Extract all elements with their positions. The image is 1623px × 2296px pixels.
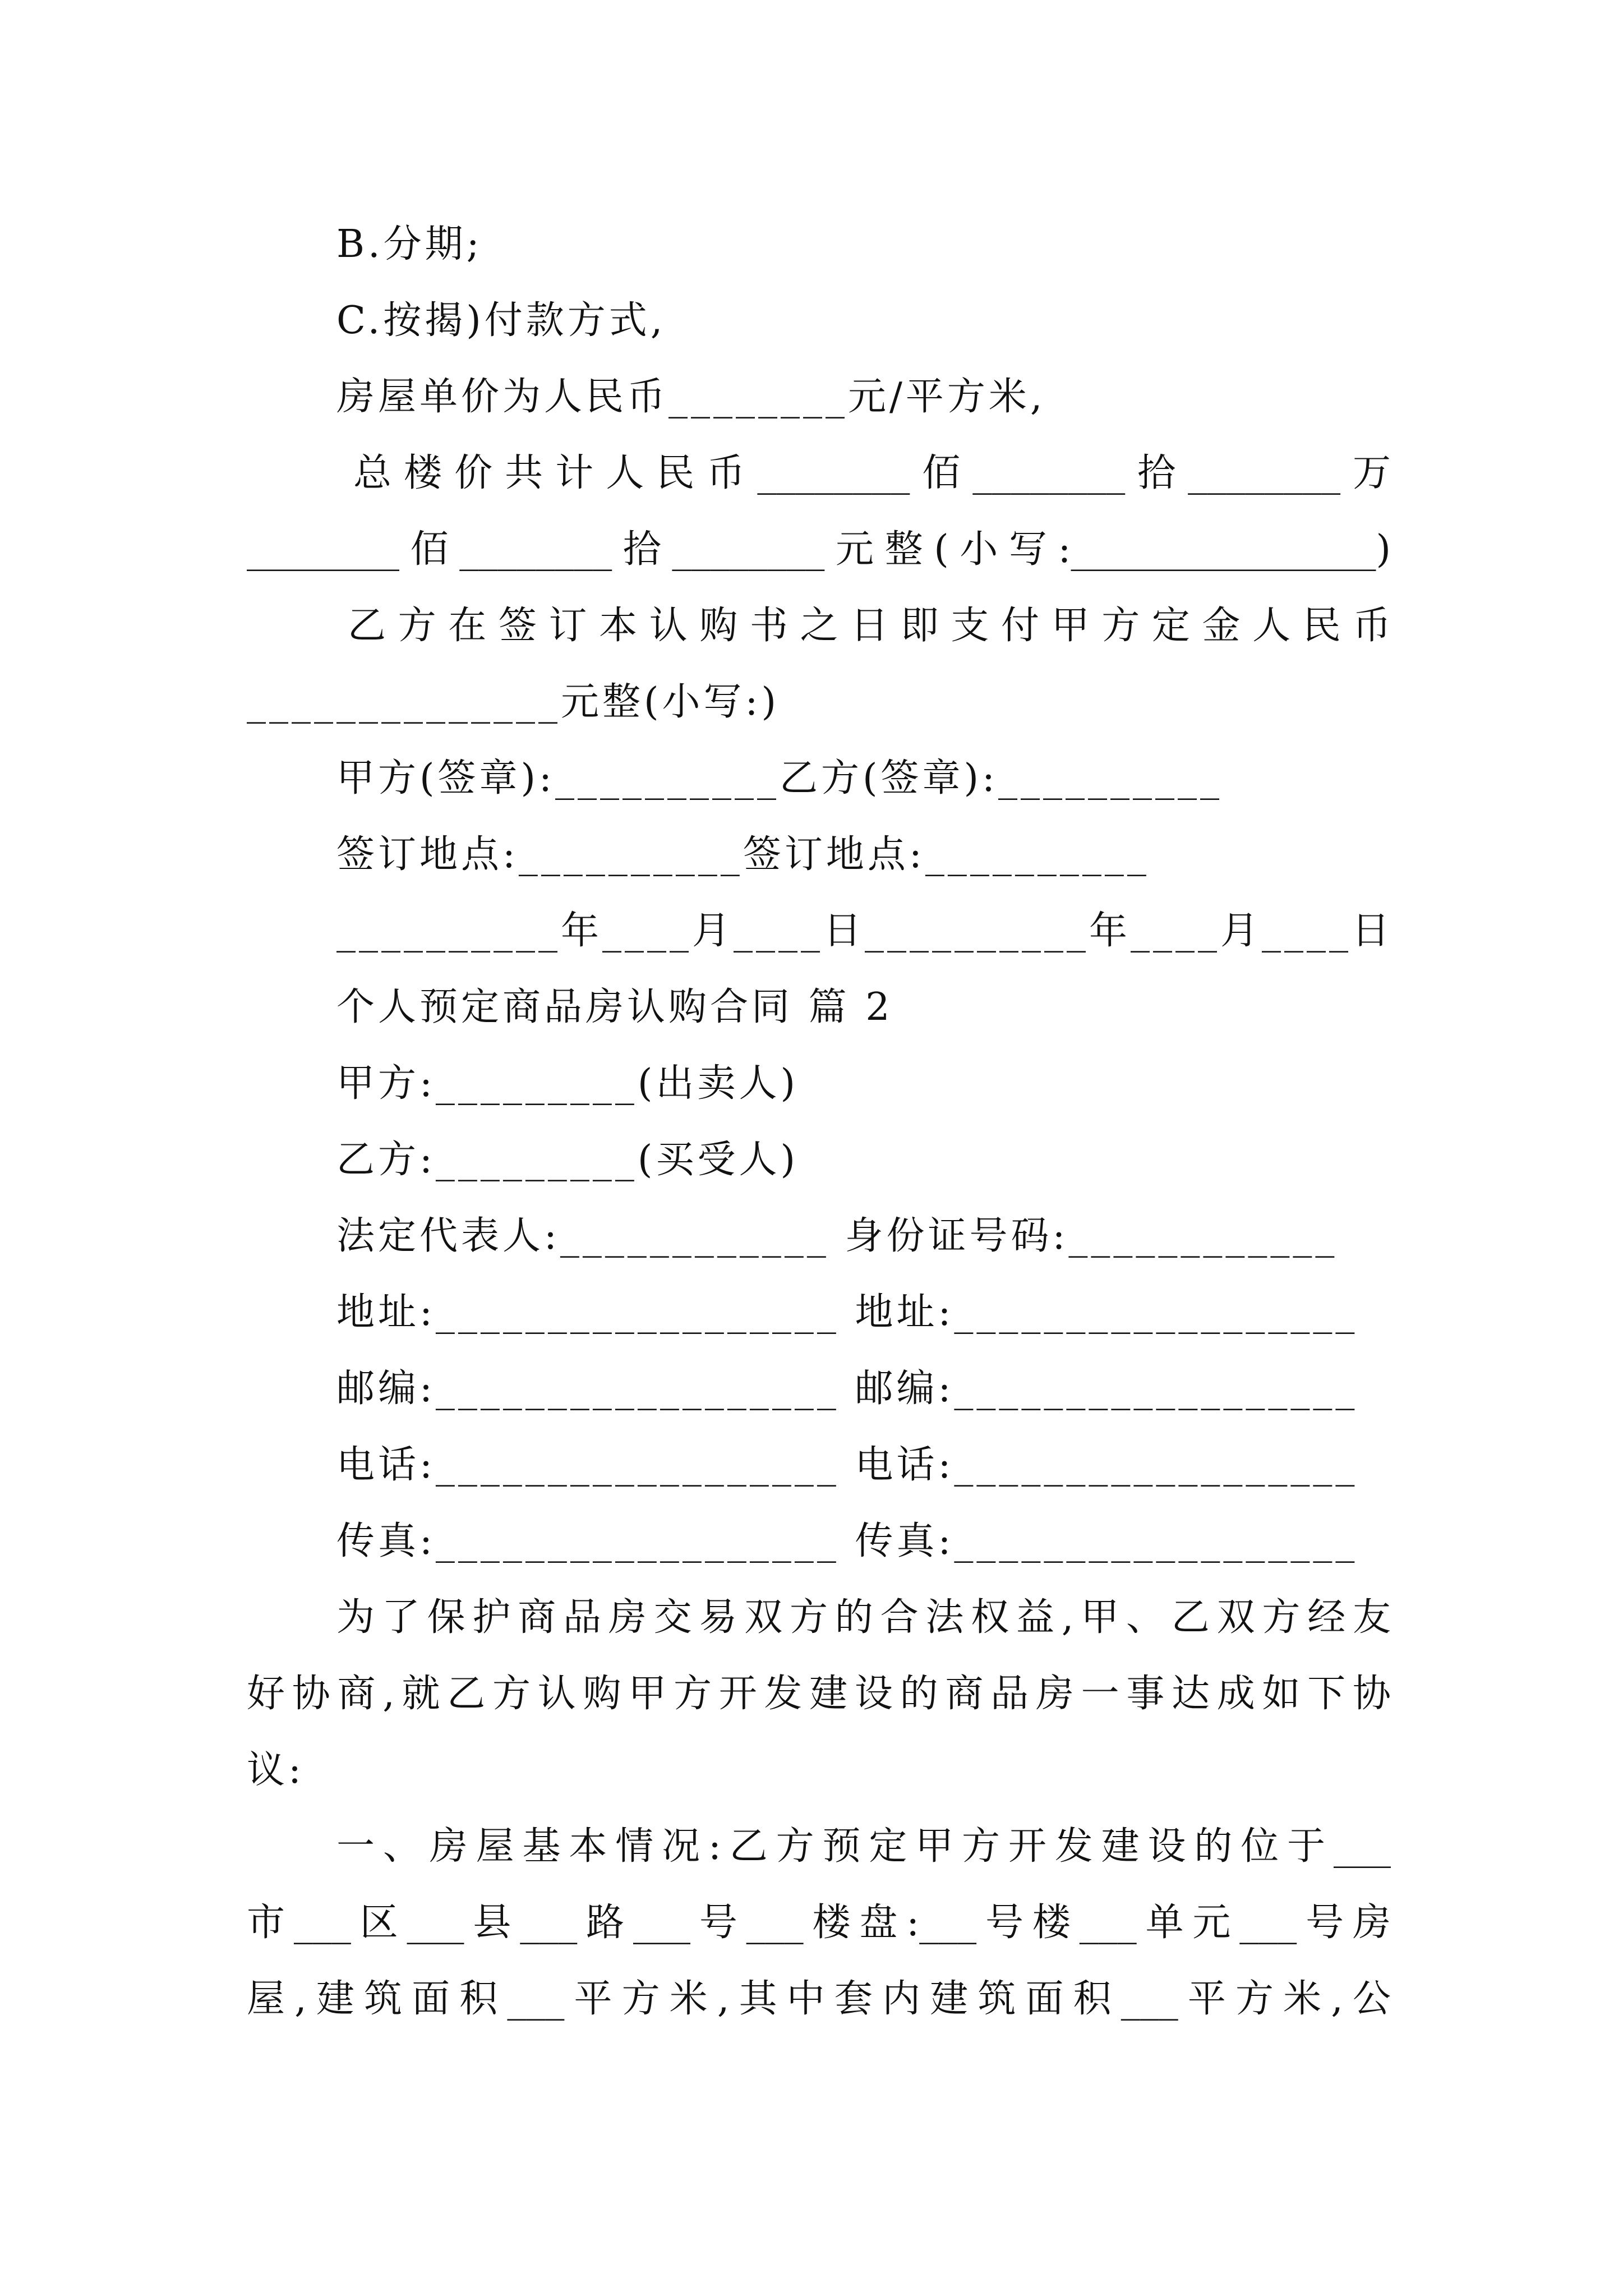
text-line: 乙 方 在 签 订 本 认 购 书 之 日 即 支 付 甲 方 定 金 人 民 币 [348,604,1391,648]
paragraph-line: 好协商,就乙方认购甲方开发建设的商品房一事达成如下协 [247,1672,1391,1716]
paragraph-line: 议: [247,1748,305,1792]
party-a-line: 甲方:_________(出卖人) [336,1061,799,1106]
paragraph-line: 为了保护商品房交易双方的合法权益,甲、乙双方经友 [336,1595,1391,1640]
text-line: ________佰________拾________元整(小写:________________) [247,527,1391,572]
date-line: __________年____月____日__________年____月____日 [336,909,1394,953]
party-b-line: 乙方:_________(买受人) [336,1138,799,1182]
signing-place-line: 签订地点:__________签订地点:__________ [336,832,1150,877]
address-line: 地址:__________________ 地址:__________________ [336,1290,1358,1335]
text-line: B.分期; [336,222,483,266]
paragraph-line: 市___区___县___路___号___楼盘:___号楼___单元___号房 [247,1901,1391,1945]
postcode-line: 邮编:__________________ 邮编:__________________ [336,1366,1358,1411]
text-line: C.按揭)付款方式, [336,298,666,343]
section-title: 个人预定商品房认购合同 篇 2 [336,985,893,1029]
paragraph-line: 一、房屋基本情况:乙方预定甲方开发建设的位于___ [336,1824,1391,1869]
representative-line: 法定代表人:____________ 身份证号码:____________ [336,1214,1338,1258]
signature-line: 甲方(签章):__________乙方(签章):__________ [336,756,1223,800]
text-line: 总 楼 价 共 计 人 民 币 ________ 佰 ________ 拾 ________ 万 [353,451,1391,495]
text-line: ______________元整(小写:) [247,680,780,724]
paragraph-line: 屋,建筑面积___平方米,其中套内建筑面积___平方米,公 [247,1977,1391,2021]
fax-line: 传真:__________________ 传真:__________________ [336,1519,1358,1563]
phone-line: 电话:__________________ 电话:__________________ [336,1443,1358,1487]
text-line: 房屋单价为人民币________元/平方米, [336,375,1046,419]
